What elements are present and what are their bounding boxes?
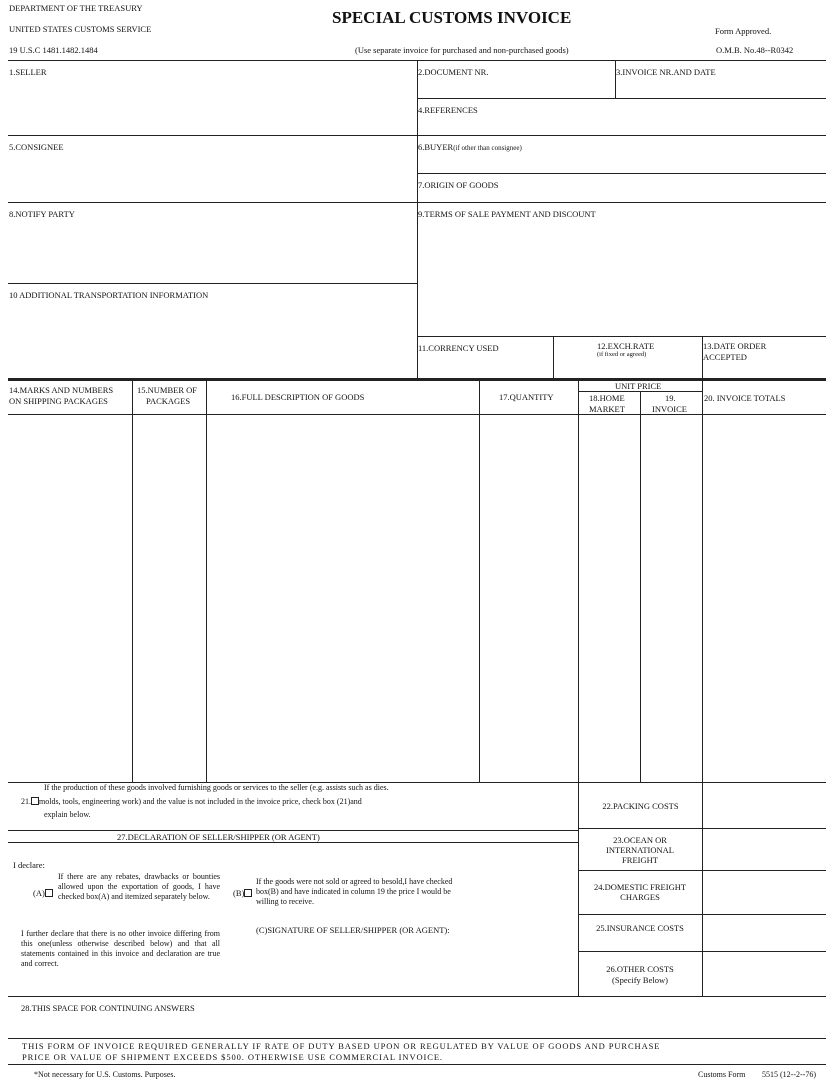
divider	[578, 828, 826, 829]
declaration-title: 27.DECLARATION OF SELLER/SHIPPER (OR AGENT)	[117, 832, 320, 842]
description-header: 16.FULL DESCRIPTION OF GOODS	[231, 392, 365, 402]
service-label: UNITED STATES CUSTOMS SERVICE	[9, 24, 152, 34]
customs-purposes-note: *Not necessary for U.S. Customs. Purposes.	[34, 1070, 176, 1079]
department-label: DEPARTMENT OF THE TREASURY	[9, 3, 143, 13]
option-a-label: (A)	[33, 888, 53, 898]
divider	[132, 381, 133, 782]
other-costs-note: (Specify Below)	[612, 975, 668, 985]
divider	[578, 951, 826, 952]
origin-of-goods-field: 7.ORIGIN OF GOODS	[418, 180, 499, 190]
divider	[8, 1064, 826, 1065]
rebates-checkbox-a[interactable]	[45, 889, 53, 897]
divider	[702, 381, 703, 997]
section-divider	[8, 378, 826, 381]
notify-party-field: 8.NOTIFY PARTY	[9, 209, 75, 219]
option-b-label: (B)	[233, 888, 252, 898]
number-of-packages-header: 15.NUMBER OF	[137, 385, 197, 395]
transportation-info-field: 10 ADDITIONAL TRANSPORTATION INFORMATION	[9, 290, 209, 300]
signature-label: (C)SIGNATURE OF SELLER/SHIPPER (OR AGENT):	[256, 925, 450, 935]
terms-of-sale-field: 9.TERMS OF SALE PAYMENT AND DISCOUNT	[418, 209, 596, 219]
buyer-field: 6.BUYER(if other than consignee)	[418, 142, 522, 152]
divider	[578, 914, 826, 915]
currency-used-field: 11.CORRENCY USED	[418, 343, 499, 353]
assists-checkbox[interactable]	[31, 797, 39, 805]
divider	[8, 1038, 826, 1039]
assists-line-3: explain below.	[44, 810, 91, 819]
seller-field: 1.SELLER	[9, 67, 47, 77]
other-costs-label: 26.OTHER COSTS	[606, 964, 674, 974]
divider	[8, 830, 578, 831]
footer-notice-line-1: THIS FORM OF INVOICE REQUIRED GENERALLY IF RATE OF DUTY BASED UPON OR REGULATED BY VALUE OF GOODS AND PURCHASE	[22, 1041, 661, 1051]
divider	[417, 336, 826, 337]
divider	[417, 98, 826, 99]
assists-line-2: 21. molds, tools, engineering work) and the value is not included in the invoice price, check box (21)and	[21, 797, 362, 806]
invoice-price-header-2: INVOICE	[652, 404, 687, 414]
insurance-costs-label: 25.INSURANCE COSTS	[596, 923, 684, 933]
customs-form-label: Customs Form	[698, 1070, 746, 1079]
exchange-rate-field: 12.EXCH.RATE	[597, 341, 655, 351]
quantity-header: 17.QUANTITY	[499, 392, 554, 402]
rebates-statement: If there are any rebates, drawbacks or bounties allowed upon the exportation of goods, I have checked box(A) and itemized separately below.	[58, 872, 220, 901]
divider	[8, 996, 826, 997]
form-subtitle: (Use separate invoice for purchased and non-purchased goods)	[355, 45, 569, 55]
divider	[640, 391, 641, 782]
continuing-answers-label: 28.THIS SPACE FOR CONTINUING ANSWERS	[21, 1003, 195, 1013]
document-number-field: 2.DOCUMENT NR.	[418, 67, 489, 77]
invoice-number-date-field: 3.INVOICE NR.AND DATE	[616, 67, 716, 77]
ocean-freight-label: 23.OCEAN OR INTERNATIONAL FREIGHT	[606, 835, 674, 865]
divider	[578, 870, 826, 871]
divider	[8, 414, 826, 415]
form-approved-label: Form Approved.	[715, 26, 772, 36]
date-order-accepted: ACCEPTED	[703, 352, 747, 362]
divider	[206, 381, 207, 782]
marks-numbers-header: 14.MARKS AND NUMBERS	[9, 385, 114, 395]
i-declare-label: I declare:	[13, 860, 45, 870]
not-sold-statement: If the goods were not sold or agreed to besold,I have checked box(B) and have indicated in column 19 the price I would be willing to receive.	[256, 877, 453, 906]
divider	[553, 336, 554, 380]
divider	[8, 283, 417, 284]
home-market-header: 18.HOME	[589, 393, 625, 403]
domestic-freight-label: 24.DOMESTIC FREIGHT CHARGES	[593, 882, 687, 902]
not-sold-checkbox-b[interactable]	[244, 889, 252, 897]
divider	[479, 381, 480, 782]
invoice-price-header: 19.	[665, 393, 676, 403]
divider	[417, 173, 826, 174]
date-order-field: 13.DATE ORDER	[703, 341, 767, 351]
divider	[615, 60, 616, 98]
divider	[8, 202, 826, 203]
consignee-field: 5.CONSIGNEE	[9, 142, 64, 152]
customs-form-number: 5515 (12--2--76)	[762, 1070, 816, 1079]
form-title: SPECIAL CUSTOMS INVOICE	[332, 8, 572, 27]
packages-header-2: PACKAGES	[146, 396, 191, 406]
divider	[578, 381, 579, 997]
footer-notice-line-2: PRICE OR VALUE OF SHIPMENT EXCEEDS $500. OTHERWISE USE COMMERCIAL INVOICE.	[22, 1052, 443, 1062]
unit-price-header: UNIT PRICE	[615, 381, 662, 391]
further-declaration: I further declare that there is no other invoice differing from this one(unless otherwise described below) and that all statements contained in this invoice and declaration are true and correct.	[21, 929, 220, 968]
exchange-rate-note: (if fixed or agreed)	[597, 351, 647, 358]
marks-numbers-header-2: ON SHIPPING PACKAGES	[9, 396, 108, 406]
references-field: 4.REFERENCES	[418, 105, 478, 115]
assists-line-1: If the production of these goods involved furnishing goods or services to the seller (e.g. assists such as dies.	[44, 783, 389, 792]
omb-number: O.M.B. No.48--R0342	[716, 45, 794, 55]
statute-label: 19 U.S.C 1481.1482.1484	[9, 45, 98, 55]
packing-costs-label: 22.PACKING COSTS	[602, 801, 679, 811]
divider	[8, 135, 826, 136]
home-market-header-2: MARKET	[589, 404, 625, 414]
invoice-totals-header: 20. INVOICE TOTALS	[704, 393, 786, 403]
divider	[8, 842, 578, 843]
